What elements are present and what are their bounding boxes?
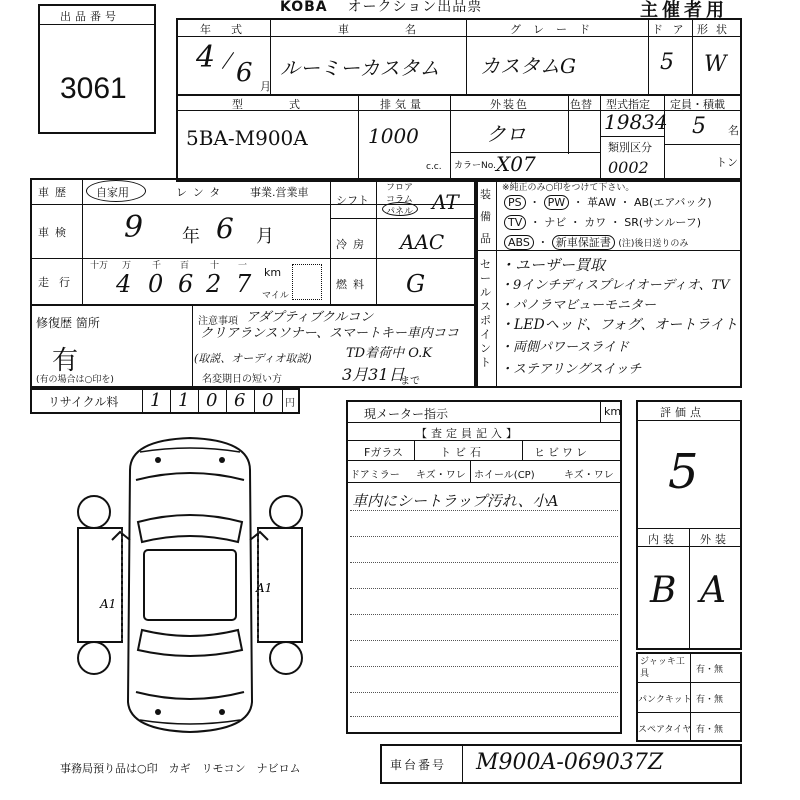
form-title: オークション出品票	[347, 0, 483, 15]
cc-unit: c.c.	[426, 162, 442, 172]
mileage-digit-2: 0	[148, 270, 164, 298]
equipment-label: 装備品	[480, 188, 491, 245]
shift-option-floor: フロア	[386, 183, 414, 193]
ac-label: 冷房	[336, 238, 370, 251]
class-value: 0002	[608, 158, 649, 177]
shift-option-panel: パネル	[386, 207, 414, 217]
recycle-digit-4: 6	[234, 390, 246, 411]
grid-mirror-damage: キズ・ワレ	[416, 470, 466, 481]
equip-abs: ABS	[504, 235, 534, 250]
history-option-business: 事業.営業車	[250, 186, 309, 199]
shift-value: AT	[432, 190, 459, 214]
model-label: 型式	[232, 98, 346, 111]
deadline-value: 3月31日	[342, 365, 405, 384]
notes-line-2: クリアランスソナー、スマートキー車内ココ	[200, 326, 459, 341]
grid-stone-chip: トビ石	[440, 446, 485, 459]
color-label: 外装色	[490, 98, 529, 111]
equip-sr: SR(サンルーフ)	[624, 216, 702, 229]
lot-number-label: 出品番号	[60, 10, 120, 23]
inspector-comment: 車内にシートラップ汚れ、小A	[352, 492, 559, 510]
grid-crack: ヒビワレ	[534, 446, 590, 459]
tool-punctkit-value: 有・無	[696, 695, 724, 705]
grid-wheel: ホイール(CP)	[474, 470, 535, 481]
equipment-row-2: TV ・ ナビ ・ カワ ・ SR(サンルーフ)	[504, 214, 701, 230]
sales-point-3: ・パノラマビューモニター	[500, 298, 657, 313]
shape-value: W	[704, 52, 727, 77]
model-value: 5BA-M900A	[186, 126, 308, 150]
equip-pw: PW	[544, 195, 570, 210]
recycle-digit-2: 1	[178, 390, 190, 411]
recycle-digit-5: 0	[262, 390, 274, 411]
car-damage-diagram	[70, 430, 310, 740]
repair-label: 修復歴 箇所	[36, 316, 100, 330]
notes-line-1: アダプティブクルコン	[246, 310, 374, 325]
equip-navi: ナビ	[544, 216, 567, 229]
year-label: 年式	[200, 23, 262, 36]
grid-wheel-damage: キズ・ワレ	[564, 470, 614, 481]
notes-line-3: (取説、オーディオ取説)	[194, 352, 312, 365]
sales-points-label: セールスポイント	[480, 258, 491, 369]
shift-label: シフト	[336, 194, 369, 207]
color-no-label: カラーNo.	[454, 161, 496, 171]
repair-note: (有の場合は○印を)	[36, 375, 114, 385]
equip-note: (注)後日送りのみ	[618, 239, 689, 249]
interior-score: B	[650, 570, 677, 611]
deadline-suffix: まで	[400, 376, 420, 387]
notes-line-4: TD着荷中 O.K	[346, 346, 432, 361]
name-label: 車名	[338, 23, 472, 36]
sales-point-1: ・ユーザー買取	[500, 256, 606, 274]
color-value: クロ	[486, 122, 526, 146]
digit-label-100k: 十万	[90, 261, 109, 271]
inspection-year: 9	[124, 210, 144, 245]
sales-point-4: ・LEDヘッド、フォグ、オートライト	[500, 317, 738, 333]
mileage-digit-3: 6	[178, 270, 194, 298]
for-organizer-label: 主催者用	[640, 0, 728, 21]
equip-leather: カワ	[584, 216, 607, 229]
grade-label: グレード	[510, 23, 602, 36]
mileage-digit-1: 4	[116, 270, 132, 298]
meter-km-unit: km	[604, 405, 622, 418]
equip-aw: 革AW	[587, 196, 616, 209]
ac-value: AAC	[400, 230, 445, 254]
month-value: 6	[236, 58, 253, 88]
form-header	[280, 0, 482, 16]
meter-label: 現メーター指示	[364, 407, 449, 421]
shape-label: 形状	[697, 23, 735, 36]
digit-label-10: 十	[210, 261, 220, 271]
exterior-score: A	[700, 570, 726, 611]
deadline-label: 名変期日の短い方	[202, 374, 282, 385]
digit-label-10k: 万	[122, 261, 132, 271]
equip-warranty: 新車保証書	[552, 235, 615, 250]
equipment-note: ※純正のみ○印をつけて下さい。	[502, 183, 635, 193]
displacement-label: 排気量	[380, 98, 425, 111]
car-name: ルーミーカスタム	[280, 56, 440, 80]
notes-label: 注意事項	[198, 316, 238, 327]
tool-spare-label: スペアタイヤ	[638, 725, 692, 735]
color-change-label: 色替	[570, 98, 592, 111]
mileage-label: 走行	[38, 276, 80, 289]
inspection-label: 車検	[38, 226, 72, 239]
class-label: 類別区分	[608, 141, 652, 154]
recycle-fee-label: リサイクル料	[48, 395, 119, 409]
sales-point-2: ・9インチディスプレイオーディオ、TV	[500, 278, 730, 293]
interior-label: 内装	[648, 533, 678, 546]
equip-tv: TV	[504, 215, 526, 230]
grid-door-mirror: ドアミラー	[350, 470, 400, 481]
capacity-value: 5	[692, 114, 706, 139]
month-unit: 月	[260, 80, 271, 93]
history-label: 車歴	[38, 186, 72, 199]
equipment-row-3: ABS ・ 新車保証書 (注)後日送りのみ	[504, 234, 688, 250]
office-note: 事務局預り品は○印 カギ リモコン ナビロム	[60, 762, 301, 775]
doors-value: 5	[660, 50, 674, 75]
exterior-label: 外装	[700, 533, 730, 546]
inspection-month-unit: 月	[256, 226, 274, 247]
recycle-digit-3: 0	[206, 390, 218, 411]
displacement-value: 1000	[368, 124, 419, 148]
sales-point-5: ・両側パワースライド	[500, 340, 629, 355]
rating-score: 5	[668, 444, 699, 500]
load-unit: トン	[716, 156, 738, 169]
history-option-private: 自家用	[96, 186, 129, 199]
equip-ab: AB(エアバック)	[633, 196, 712, 209]
history-option-rental: レンタ	[176, 186, 227, 199]
equip-ps: PS	[504, 195, 526, 210]
inspection-month: 6	[216, 212, 234, 245]
shift-option-column: コラム	[386, 195, 413, 205]
recycle-unit: 円	[285, 398, 295, 409]
digit-label-1: 一	[238, 261, 248, 271]
doors-label: ドア	[652, 23, 694, 36]
recycle-digit-1: 1	[150, 390, 162, 411]
mileage-digit-4: 2	[206, 270, 222, 298]
equipment-row-1: PS ・ PW ・ 革AW ・ AB(エアバック)	[504, 194, 712, 210]
diagram-mark-right: A1	[256, 581, 273, 595]
capacity-unit: 名	[728, 124, 739, 137]
mile-unit: マイル	[262, 291, 289, 301]
repair-value: 有	[52, 346, 79, 376]
model-spec-label: 型式指定	[606, 98, 650, 111]
fuel-label: 燃料	[336, 278, 370, 291]
inspector-title: 【査定員記入】	[416, 427, 521, 440]
fuel-value: G	[406, 270, 426, 298]
model-spec-value: 19834	[604, 110, 668, 134]
capacity-label: 定員・積載	[670, 98, 725, 111]
panel-circle	[382, 202, 418, 216]
digit-label-100: 百	[180, 261, 190, 271]
diagram-mark-left: A1	[100, 597, 117, 611]
tool-jack-label: ジャッキ工具	[640, 657, 685, 679]
rating-label: 評価点	[660, 406, 705, 419]
inspection-year-unit: 年	[182, 226, 200, 247]
km-unit: km	[264, 266, 282, 279]
tool-punctkit-label: パンクキット	[638, 695, 692, 705]
year-value: 4	[196, 40, 216, 75]
tool-spare-value: 有・無	[696, 725, 724, 735]
digit-label-1k: 千	[152, 261, 162, 271]
lot-number: 3061	[60, 72, 127, 105]
org-name: KOBA	[280, 0, 328, 15]
chassis-number: M900A-069037Z	[476, 750, 664, 775]
color-no-value: X07	[496, 152, 536, 176]
chassis-label: 車台番号	[390, 758, 447, 772]
tool-jack-value: 有・無	[696, 665, 724, 675]
sales-point-6: ・ステアリングスイッチ	[500, 362, 642, 377]
grade-value: カスタムG	[480, 54, 576, 78]
grid-front-glass: Fガラス	[364, 446, 403, 459]
mileage-digit-5: 7	[236, 270, 252, 298]
